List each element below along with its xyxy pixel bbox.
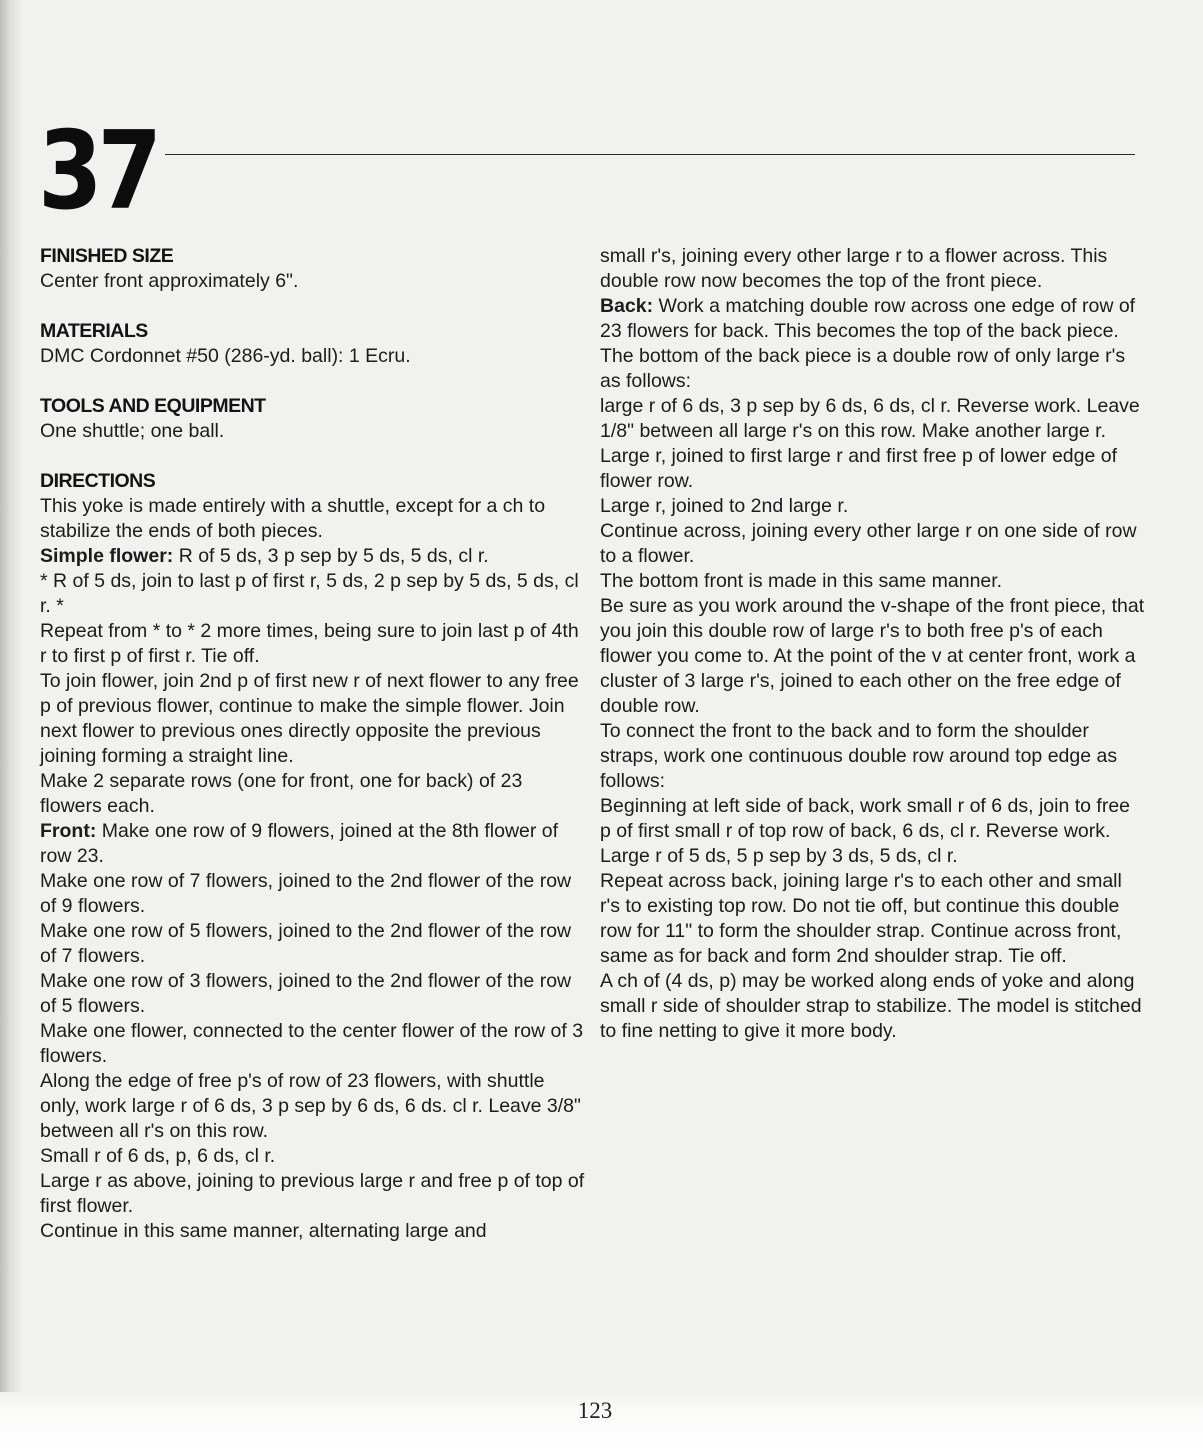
paragraph-text: One shuttle; one ball. [40, 420, 225, 442]
paragraph-text: Large r, joined to 2nd large r. [600, 495, 849, 517]
paragraph-text: Small r of 6 ds, p, 6 ds, cl r. [40, 1145, 276, 1167]
paragraph [40, 1219, 588, 1244]
section-tools [40, 394, 588, 444]
paragraph-text: Repeat across back, joining large r's to each other and small r's to existing top row. Do not tie off, but continue this double row for 11" to form the shoulder strap. Continue across front, same as for back and form 2nd shoulder strap. Tie off. [600, 870, 1122, 967]
paragraph [40, 1169, 588, 1219]
page-number: 123 [577, 1398, 613, 1423]
section-heading: TOOLS AND EQUIPMENT [40, 395, 266, 417]
paragraph [40, 869, 588, 919]
paragraph [600, 869, 1145, 969]
paragraph-text: The bottom front is made in this same manner. [600, 570, 1003, 592]
paragraph [40, 569, 588, 619]
paragraph [600, 494, 1145, 519]
paragraph [40, 819, 588, 869]
paragraph-text: Make one row of 9 flowers, joined at the 8th flower of row 23. [40, 820, 559, 867]
paragraph-text: To connect the front to the back and to form the shoulder straps, work one continuous double row around top edge as follows: [600, 720, 1118, 792]
paragraph-text: small r's, joining every other large r to a flower across. This double row now becomes the top of the front piece. [600, 245, 1108, 292]
paragraph-text: The bottom of the back piece is a double row of only large r's as follows: [600, 345, 1126, 392]
paragraph-text: This yoke is made entirely with a shuttle, except for a ch to stabilize the ends of both pieces. [40, 495, 546, 542]
paragraph [40, 544, 588, 569]
paragraph-text: Large r, joined to first large r and first free p of lower edge of flower row. [600, 445, 1118, 492]
paragraph [600, 569, 1145, 594]
paragraph-text: Work a matching double row across one edge of row of 23 flowers for back. This becomes the top of the back piece. [600, 295, 1136, 342]
paragraph [40, 769, 588, 819]
paragraph-text: Be sure as you work around the v-shape of the front piece, that you join this double row of large r's to both free p's of each flower you come to. At the point of the v at center front, work a cluster of 3 large r's, joined to each other on the free edge of double row. [600, 595, 1145, 717]
paragraph-lead: Front: [40, 820, 97, 842]
paragraph [600, 844, 1145, 869]
section-materials [40, 319, 588, 369]
paragraph-text: R of 5 ds, 3 p sep by 5 ds, 5 ds, cl r. [173, 545, 489, 567]
paragraph-text: Large r of 5 ds, 5 p sep by 3 ds, 5 ds, cl r. [600, 845, 958, 867]
chapter-number: 37 [38, 109, 157, 234]
paragraph-lead: Simple flower: [40, 545, 174, 567]
left-column [40, 244, 588, 1244]
paragraph [40, 494, 588, 544]
paragraph [40, 1069, 588, 1144]
paragraph [600, 719, 1145, 794]
paragraph [40, 1019, 588, 1069]
paragraph [40, 419, 588, 444]
paragraph-text: Make one row of 5 flowers, joined to the 2nd flower of the row of 7 flowers. [40, 920, 572, 967]
section-heading: MATERIALS [40, 320, 148, 342]
paragraph [600, 444, 1145, 494]
paragraph [40, 344, 588, 369]
paragraph [600, 344, 1145, 394]
paragraph-text: Along the edge of free p's of row of 23 flowers, with shuttle only, work large r of 6 ds, 3 p sep by 6 ds, 6 ds. cl r. Leave 3/8" between all r's on this row. [40, 1070, 581, 1142]
paragraph [600, 294, 1145, 344]
paragraph [40, 1144, 588, 1169]
paragraph-text: Continue across, joining every other large r on one side of row to a flower. [600, 520, 1137, 567]
header-rule [165, 154, 1135, 155]
section-heading: DIRECTIONS [40, 470, 156, 492]
paragraph-text: DMC Cordonnet #50 (286-yd. ball): 1 Ecru. [40, 345, 411, 367]
paragraph-text: Center front approximately 6". [40, 270, 299, 292]
paragraph-text: Beginning at left side of back, work small r of 6 ds, join to free p of first small r of top row of back, 6 ds, cl r. Reverse work. [600, 795, 1131, 842]
paragraph-text: large r of 6 ds, 3 p sep by 6 ds, 6 ds, cl r. Reverse work. Leave 1/8" between all large r's on this row. Make another large r. [600, 395, 1140, 442]
paragraph [600, 519, 1145, 569]
section-heading: FINISHED SIZE [40, 245, 174, 267]
paragraph-lead: Back: [600, 295, 654, 317]
paragraph-text: To join flower, join 2nd p of first new r of next flower to any free p of previous flower, continue to make the simple flower. Join next flower to previous ones directly opposite the previous joining forming a straight line. [40, 670, 579, 767]
paragraph [40, 269, 588, 294]
paragraph [600, 594, 1145, 719]
paragraph-text: Large r as above, joining to previous large r and free p of top of first flower. [40, 1170, 585, 1217]
paragraph [40, 619, 588, 669]
paragraph-text: A ch of (4 ds, p) may be worked along ends of yoke and along small r side of shoulder strap to stabilize. The model is stitched to fine netting to give it more body. [600, 970, 1142, 1042]
spine-shadow [0, 0, 22, 1451]
paragraph [600, 394, 1145, 444]
paragraph [40, 669, 588, 769]
paragraph-text: Make one row of 7 flowers, joined to the 2nd flower of the row of 9 flowers. [40, 870, 572, 917]
section-directions [40, 469, 588, 1244]
paragraph [40, 919, 588, 969]
paragraph [600, 969, 1145, 1044]
section-finished-size [40, 244, 588, 294]
paragraph-text: Make one row of 3 flowers, joined to the 2nd flower of the row of 5 flowers. [40, 970, 572, 1017]
paragraph-text: * R of 5 ds, join to last p of first r, 5 ds, 2 p sep by 5 ds, 5 ds, cl r. * [40, 570, 579, 617]
right-column [600, 244, 1145, 1044]
paragraph-text: Repeat from * to * 2 more times, being sure to join last p of 4th r to first p of first r. Tie off. [40, 620, 579, 667]
paragraph [40, 969, 588, 1019]
paragraph [600, 244, 1145, 294]
paragraph [600, 794, 1145, 844]
paragraph-text: Continue in this same manner, alternating large and [40, 1220, 487, 1242]
paragraph-text: Make 2 separate rows (one for front, one for back) of 23 flowers each. [40, 770, 523, 817]
paragraph-text: Make one flower, connected to the center flower of the row of 3 flowers. [40, 1020, 584, 1067]
